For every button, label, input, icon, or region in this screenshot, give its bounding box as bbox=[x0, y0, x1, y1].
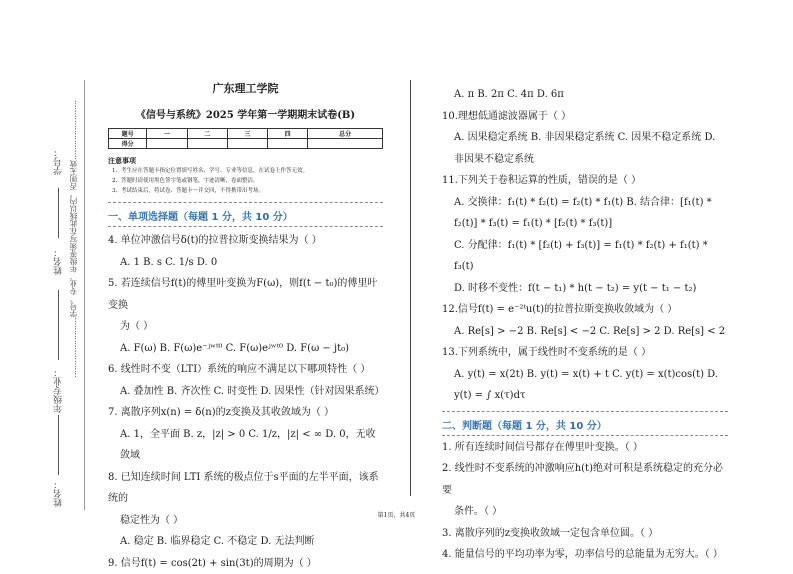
score-input-cell bbox=[147, 139, 187, 149]
score-input-cell bbox=[268, 139, 308, 149]
score-cell: 题号 bbox=[109, 129, 147, 139]
question-options: A. 稳定 B. 临界稳定 C. 不稳定 D. 无法判断 bbox=[108, 531, 383, 553]
fill-line bbox=[58, 290, 59, 360]
question-text: 6. 线性时不变（LTI）系统的响应不满足以下哪项特性（ ） bbox=[108, 359, 383, 381]
question-text: 8. 已知连续时间 LTI 系统的极点位于s平面的左半平面，该系统的 bbox=[108, 467, 383, 510]
judge-question: 2. 线性时不变系统的冲激响应h(t)绝对可积是系统稳定的充分必要 bbox=[442, 458, 728, 501]
school-name: 广东理工学院 bbox=[108, 80, 383, 96]
binding-line bbox=[84, 80, 85, 510]
question-text: 5. 若连续信号f(t)的傅里叶变换为F(ω)，则f(t − t₀)的傅里叶变换 bbox=[108, 273, 383, 316]
question-options: A. 1，全平面 B. z，|z| > 0 C. 1/z，|z| < ∞ D. 0，无收敛域 bbox=[108, 424, 383, 467]
score-table-header-row bbox=[109, 129, 383, 139]
question-text: 12.信号f(t) = e⁻²ᵗu(t)的拉普拉斯变换收敛域为（ ） bbox=[442, 299, 728, 321]
question-text: 10.理想低通滤波器属于（ ） bbox=[442, 106, 728, 128]
question-options: A. y(t) = x(2t) B. y(t) = x(t) + t C. y(t) = x(t)cos(t) D. bbox=[442, 364, 728, 386]
left-column bbox=[108, 78, 383, 574]
college-label: 姓名： bbox=[52, 480, 65, 507]
grade-major-label: 年级专业： bbox=[52, 368, 65, 413]
score-input-cell bbox=[308, 139, 383, 149]
judge-question: 3. 离散序列的z变换收敛域一定包含单位圆。（ ） bbox=[442, 523, 728, 545]
section-divider bbox=[108, 202, 383, 204]
question-text: 4. 单位冲激信号δ(t)的拉普拉斯变换结果为（ ） bbox=[108, 230, 383, 252]
score-input-cell bbox=[227, 139, 267, 149]
question-options: A. π B. 2π C. 4π D. 6π bbox=[442, 84, 728, 106]
binding-instruction: ……………………学号、专业、年级等须写在此线以内，否则无效…………………… bbox=[68, 100, 79, 378]
question-text: 13.下列系统中，属于线性时不变系统的是（ ） bbox=[442, 342, 728, 364]
question-options: C. 分配律：f₁(t) * [f₂(t) + f₃(t)] = f₁(t) * f₂(t) + f₁(t) * f₃(t) bbox=[442, 235, 728, 278]
judge-question: 4. 能量信号的平均功率为零，功率信号的总能量为无穷大。（ ） bbox=[442, 544, 728, 566]
question-options: D. 时移不变性：f(t − t₁) * h(t − t₂) = y(t − t₁ − t₂) bbox=[442, 278, 728, 300]
question-options: f₂(t)] * f₃(t) = f₁(t) * [f₂(t) * f₃(t)] bbox=[442, 213, 728, 235]
score-cell: 二 bbox=[187, 129, 227, 139]
column-divider bbox=[410, 80, 411, 496]
question-text: 11.下列关于卷积运算的性质，错误的是（ ） bbox=[442, 170, 728, 192]
score-cell: 三 bbox=[227, 129, 267, 139]
question-text: 稳定性为（ ） bbox=[108, 510, 383, 532]
notice-item: 1、考生应在答题卡指定位置填写姓名、学号、专业等信息，在试卷上作答无效。 bbox=[108, 166, 383, 176]
section-divider bbox=[108, 226, 383, 228]
question-options: A. 因果稳定系统 B. 非因果稳定系统 C. 因果不稳定系统 D. bbox=[442, 127, 728, 149]
section-title: 二、判断题（每题 1 分，共 10 分） bbox=[442, 417, 728, 432]
score-cell: 四 bbox=[268, 129, 308, 139]
question-text: 为（ ） bbox=[108, 316, 383, 338]
judge-question: 条件。（ ） bbox=[442, 501, 728, 523]
name-label: 姓名： bbox=[52, 248, 65, 275]
question-text: 7. 离散序列x(n) = δ(n)的z变换及其收敛域为（ ） bbox=[108, 402, 383, 424]
judge-question: 1. 所有连续时间信号都存在傅里叶变换。（ ） bbox=[442, 437, 728, 459]
score-cell: 总分 bbox=[308, 129, 383, 139]
notice-heading: 注意事项 bbox=[108, 156, 383, 166]
student-id-label: 学号： bbox=[52, 148, 65, 175]
question-text: 9. 信号f(t) = cos(2t) + sin(3t)的周期为（ ） bbox=[108, 553, 383, 574]
question-options: A. 叠加性 B. 齐次性 C. 时变性 D. 因果性（针对因果系统） bbox=[108, 381, 383, 403]
notice-item: 3、考试结束后，将试卷、答题卡一并交回，不得携带出考场。 bbox=[108, 186, 383, 196]
score-cell: 一 bbox=[147, 129, 187, 139]
question-options: A. 交换律：f₁(t) * f₂(t) = f₂(t) * f₁(t) B. 结合律：[f₁(t) * bbox=[442, 192, 728, 214]
notice-item: 2、答题时请使用黑色签字笔或钢笔，字迹清晰，卷面整洁。 bbox=[108, 176, 383, 186]
score-cell: 得分 bbox=[109, 139, 147, 149]
question-options: A. 1 B. s C. 1/s D. 0 bbox=[108, 252, 383, 274]
question-options: A. Re[s] > −2 B. Re[s] < −2 C. Re[s] > 2 D. Re[s] < 2 bbox=[442, 321, 728, 343]
section-divider bbox=[442, 411, 728, 413]
score-input-cell bbox=[187, 139, 227, 149]
score-table bbox=[108, 128, 383, 149]
question-list bbox=[108, 230, 383, 574]
right-column bbox=[442, 84, 728, 566]
binding-margin bbox=[40, 80, 90, 510]
question-options: 非因果不稳定系统 bbox=[442, 149, 728, 171]
question-options: y(t) = ∫ x(τ)dτ bbox=[442, 385, 728, 407]
page-number: 第1页，共4页 bbox=[0, 510, 793, 519]
exam-title: 《信号与系统》2025 学年第一学期期末试卷(B) bbox=[108, 106, 383, 121]
section-title: 一、单项选择题（每题 1 分，共 10 分） bbox=[108, 208, 383, 223]
score-table-score-row bbox=[109, 139, 383, 149]
fill-line bbox=[58, 188, 59, 238]
question-options: A. F(ω) B. F(ω)e⁻ʲʷᵗ⁰ C. F(ω)eʲʷᵗ⁰ D. F(ω − jt₀) bbox=[108, 338, 383, 360]
fill-line bbox=[58, 415, 59, 475]
